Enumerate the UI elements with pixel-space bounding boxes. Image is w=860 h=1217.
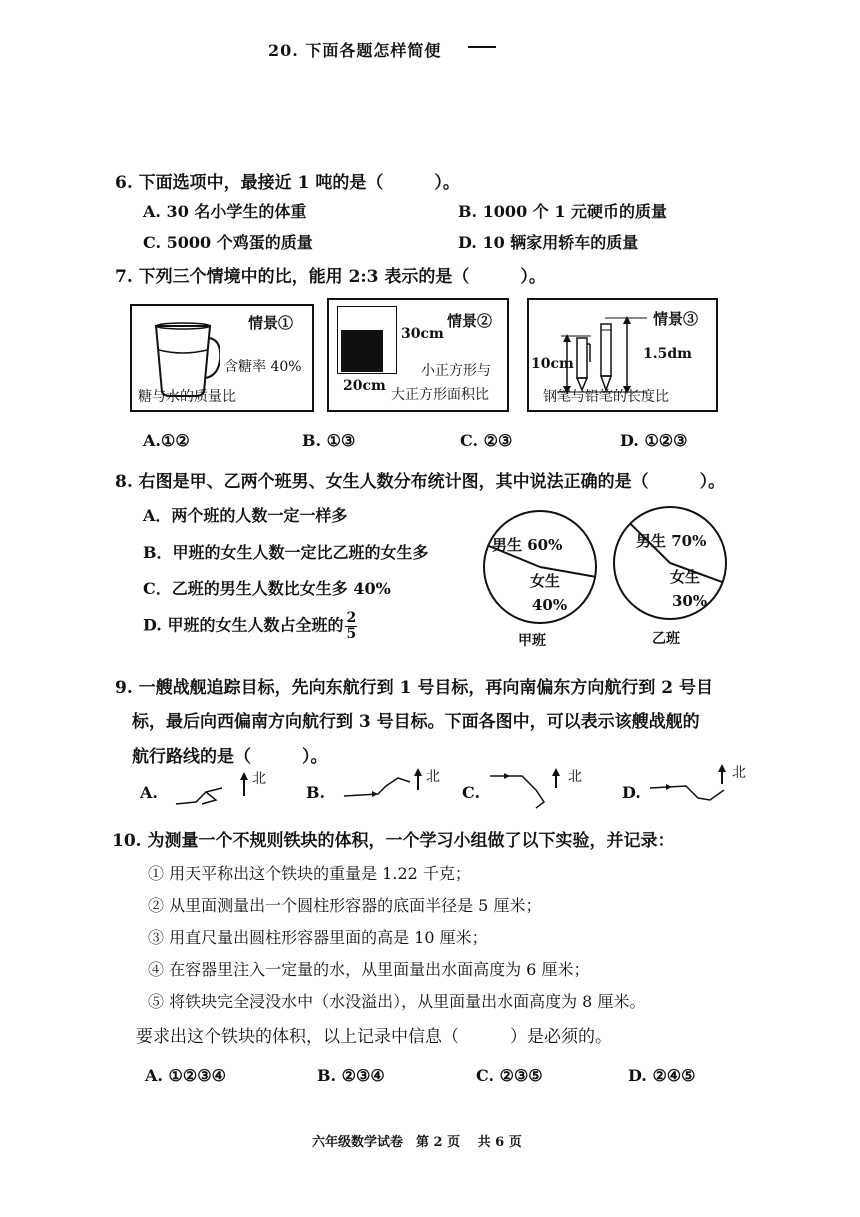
scene3-caption: 钢笔与铅笔的长度比 — [543, 389, 669, 405]
pie-b-girls-label: 女生 — [670, 568, 701, 586]
q8-option-c[interactable]: C．乙班的男生人数比女生多 40% — [143, 579, 391, 598]
q10-record-4: ④ 在容器里注入一定量的水，从里面量出水面高度为 6 厘米； — [148, 960, 590, 979]
pie-a-name: 甲班 — [518, 633, 546, 649]
scene1-note: 含糖率 40% — [224, 359, 302, 375]
q8-stem: 8. 右图是甲、乙两个班男、女生人数分布统计图，其中说法正确的是（ ）。 — [115, 472, 726, 492]
q10-record-1: ① 用天平称出这个铁块的重量是 1.22 千克； — [148, 864, 471, 883]
route-d-north: 北 — [732, 765, 746, 781]
route-c-north: 北 — [568, 769, 582, 785]
page-footer: 六年级数学试卷 第 2 页 共 6 页 — [312, 1135, 522, 1150]
scene1-box — [130, 304, 314, 412]
q10-record-3: ③ 用直尺量出圆柱形容器里面的高是 10 厘米； — [148, 928, 488, 947]
q8-option-d[interactable] — [143, 611, 357, 641]
q9-option-a-label[interactable]: A. — [140, 783, 158, 802]
scene2-big-side: 30cm — [401, 326, 444, 342]
scene2-caption-2: 大正方形面积比 — [391, 387, 489, 403]
q7-stem: 7. 下列三个情境中的比，能用 2:3 表示的是（ ）。 — [115, 267, 546, 287]
q10-stem: 10. 为测量一个不规则铁块的体积，一个学习小组做了以下实验，并记录： — [112, 831, 675, 851]
q9-option-d-label[interactable]: D. — [622, 783, 641, 802]
route-a-north: 北 — [252, 771, 266, 787]
q9-line-1: 9. 一艘战舰追踪目标，先向东航行到 1 号目标，再向南偏东方向航行到 2 号目 — [115, 678, 713, 698]
scene3-title: 情景③ — [653, 310, 699, 328]
header-fragment: 20. 下面各题怎样简便 — [268, 41, 442, 60]
fraction-denominator: 5 — [346, 626, 357, 642]
q10-option-c[interactable]: C. ②③⑤ — [476, 1066, 543, 1085]
scene2-caption-1: 小正方形与 — [421, 363, 491, 379]
scene2-box — [327, 298, 509, 412]
q7-option-d[interactable]: D. ①②③ — [620, 431, 688, 450]
scene3-pen-length: 10cm — [531, 356, 574, 372]
q9-option-c-label[interactable]: C. — [462, 783, 481, 802]
q10-option-d[interactable]: D. ②④⑤ — [628, 1066, 696, 1085]
pie-a-girls-pct: 40% — [532, 596, 568, 614]
small-square — [341, 330, 383, 372]
q6-option-d[interactable]: D. 10 辆家用轿车的质量 — [458, 233, 639, 252]
pie-a-girls-label: 女生 — [530, 572, 561, 590]
scene1-title: 情景① — [248, 314, 294, 332]
scene2-title: 情景② — [447, 312, 493, 330]
fraction-numerator: 2 — [346, 610, 357, 626]
route-b-north: 北 — [426, 769, 440, 785]
q10-record-5: ⑤ 将铁块完全浸没水中（水没溢出），从里面量出水面高度为 8 厘米。 — [148, 992, 646, 1011]
pie-a-boys-label: 男生 60% — [492, 536, 563, 554]
pie-b-boys-label: 男生 70% — [636, 532, 707, 550]
scene3-box — [527, 298, 718, 412]
q10-option-a[interactable]: A. ①②③④ — [145, 1066, 226, 1085]
q10-option-b[interactable]: B. ②③④ — [317, 1066, 385, 1085]
q9-line-3: 航行路线的是（ ）。 — [132, 747, 328, 767]
scene1-caption: 糖与水的质量比 — [138, 389, 236, 405]
pie-b-name: 乙班 — [652, 631, 680, 647]
route-b-icon[interactable] — [340, 768, 430, 808]
scene3-pencil-length: 1.5dm — [643, 346, 692, 362]
q7-option-b[interactable]: B. ①③ — [302, 431, 356, 450]
q9-line-2: 标，最后向西偏南方向航行到 3 号目标。下面各图中，可以表示该艘战舰的 — [132, 712, 700, 732]
q8-option-b[interactable]: B．甲班的女生人数一定比乙班的女生多 — [143, 543, 429, 562]
q10-ask: 要求出这个铁块的体积，以上记录中信息（ ）是必须的。 — [136, 1027, 612, 1047]
fraction — [345, 611, 357, 641]
q6-option-b[interactable]: B. 1000 个 1 元硬币的质量 — [458, 202, 668, 221]
pie-b-girls-pct: 30% — [672, 592, 708, 610]
q6-stem: 6. 下面选项中，最接近 1 吨的是（ ）。 — [115, 173, 460, 193]
q7-option-c[interactable]: C. ②③ — [460, 431, 513, 450]
q9-option-b-label[interactable]: B. — [306, 783, 326, 802]
q6-option-a[interactable]: A. 30 名小学生的体重 — [143, 202, 307, 221]
q6-option-c[interactable]: C. 5000 个鸡蛋的质量 — [143, 233, 313, 252]
q8-option-a[interactable]: A．两个班的人数一定一样多 — [143, 506, 348, 525]
header-dash — [468, 46, 496, 48]
q7-option-a[interactable]: A.①② — [143, 431, 190, 450]
route-a-icon[interactable] — [172, 772, 252, 812]
scene2-small-side: 20cm — [343, 378, 386, 394]
q8-option-d-text: D. 甲班的女生人数占全班的 — [143, 615, 344, 635]
q10-record-2: ② 从里面测量出一个圆柱形容器的底面半径是 5 厘米； — [148, 896, 542, 915]
